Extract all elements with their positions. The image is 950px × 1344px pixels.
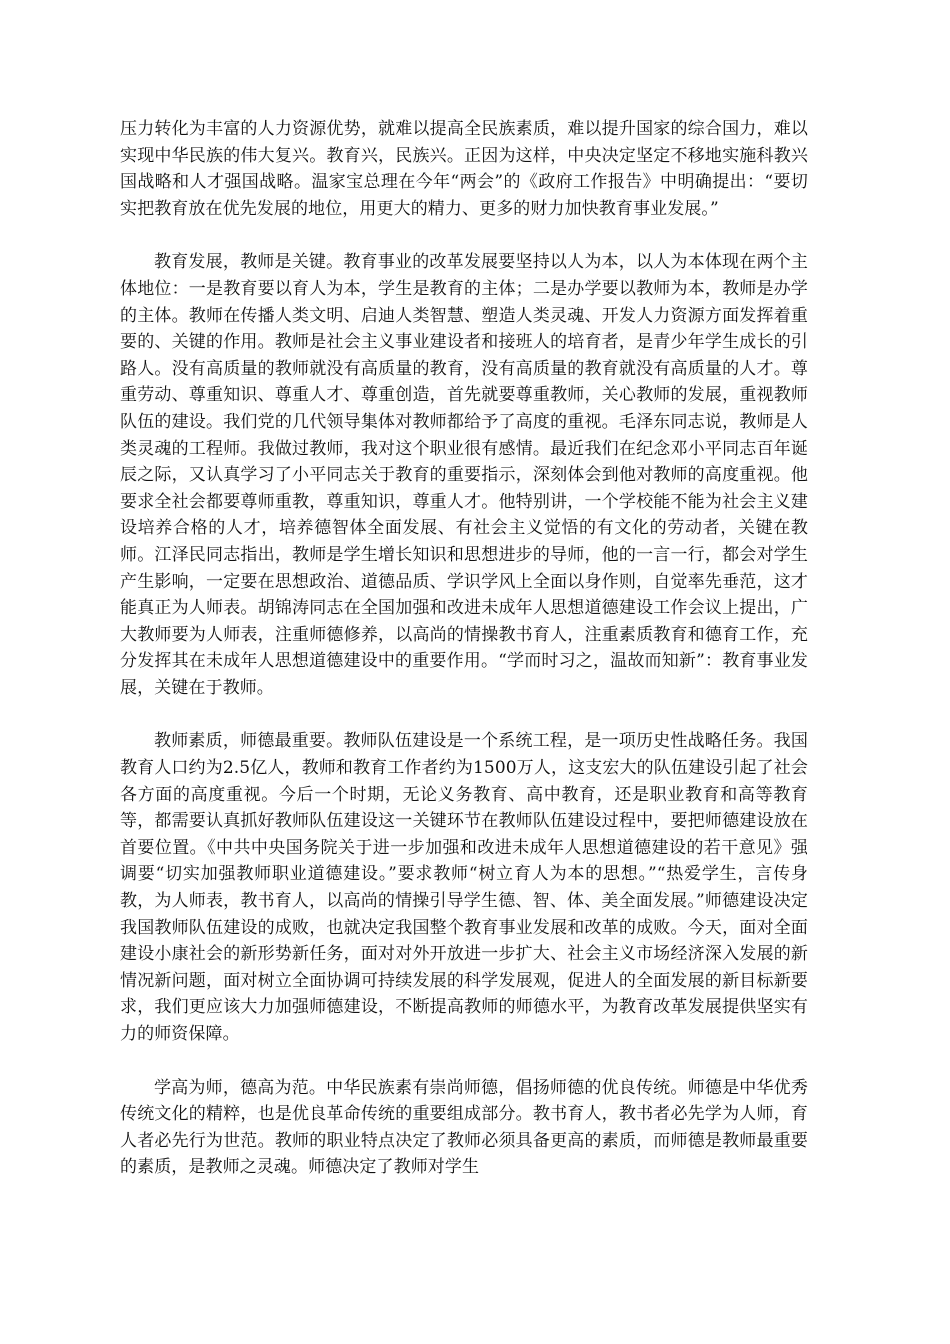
paragraph-learning-virtue: 学高为师，德高为范。中华民族素有崇尚师德，倡扬师德的优良传统。师德是中华优秀传统文化的精粹，也是优良革命传统的重要组成部分。教书育人，教书者必先学为人师，育人者必先行为世范。教师的职业特点决定了教师必须具备更高的素质，而师德是教师最重要的素质，是教师之灵魂。师德决定了教师对学生 xyxy=(120,1077,808,1178)
paragraph-teachers-key: 教育发展，教师是关键。教育事业的改革发展要坚持以人为本，以人为本体现在两个主体地位：一是教育要以育人为本，学生是教育的主体；二是办学要以教师为本，教师是办学的主体。教师在传播人类文明、启迪人类智慧、塑造人类灵魂、开发人力资源方面发挥着重要的、关键的作用。教师是社会主义事业建设者和接班人的培育者，是青少年学生成长的引路人。没有高质量的教师就没有高质量的教育，没有高质量的教育就没有高质量的人才。尊重劳动、尊重知识、尊重人才、尊重创造，首先就要尊重教师，关心教师的发展，重视教师队伍的建设。我们党的几代领导集体对教师都给予了高度的重视。毛泽东同志说，教师是人类灵魂的工程师。我做过教师，我对这个职业很有感情。最近我们在纪念邓小平同志百年诞辰之际，又认真学习了小平同志关于教育的重要指示，深刻体会到他对教师的高度重视。他要求全社会都要尊师重教，尊重知识，尊重人才。他特别讲，一个学校能不能为社会主义建设培养合格的人才，培养德智体全面发展、有社会主义觉悟的有文化的劳动者，关键在教师。江泽民同志指出，教师是学生增长知识和思想进步的导师，他的一言一行，都会对学生产生影响，一定要在思想政治、道德品质、学识学风上全面以身作则，自觉率先垂范，这才能真正为人师表。胡锦涛同志在全国加强和改进未成年人思想道德建设工作会议上提出，广大教师要为人师表，注重师德修养，以高尚的情操教书育人，注重素质教育和德育工作，充分发挥其在未成年人思想道德建设中的重要作用。“学而时习之，温故而知新”：教育事业发展，关键在于教师。 xyxy=(120,252,808,698)
document-page xyxy=(120,116,808,1208)
paragraph-continued: 压力转化为丰富的人力资源优势，就难以提高全民族素质，难以提升国家的综合国力，难以实现中华民族的伟大复兴。教育兴，民族兴。正因为这样，中央决定坚定不移地实施科教兴国战略和人才强国战略。温家宝总理在今年“两会”的《政府工作报告》中明确提出：“要切实把教育放在优先发展的地位，用更大的精力、更多的财力加快教育事业发展。” xyxy=(120,119,808,219)
paragraph-teacher-ethics: 教师素质，师德最重要。教师队伍建设是一个系统工程，是一项历史性战略任务。我国教育人口约为2.5亿人，教师和教育工作者约为1500万人，这支宏大的队伍建设引起了社会各方面的高度重视。今后一个时期，无论义务教育、高中教育，还是职业教育和高等教育等，都需要认真抓好教师队伍建设这一关键环节在教师队伍建设过程中，要把师德建设放在首要位置。《中共中央国务院关于进一步加强和改进未成年人思想道德建设的若干意见》强调要“切实加强教师职业道德建设。”要求教师“树立育人为本的思想。”“热爱学生，言传身教，为人师表，教书育人，以高尚的情操引导学生德、智、体、美全面发展。”师德建设决定我国教师队伍建设的成败，也就决定我国整个教育事业发展和改革的成败。今天，面对全面建设小康社会的新形势新任务，面对对外开放进一步扩大、社会主义市场经济深入发展的新情况新问题，面对树立全面协调可持续发展的科学发展观，促进人的全面发展的新目标新要求，我们更应该大力加强师德建设，不断提高教师的师德水平，为教育改革发展提供坚实有力的师资保障。 xyxy=(120,731,808,1044)
